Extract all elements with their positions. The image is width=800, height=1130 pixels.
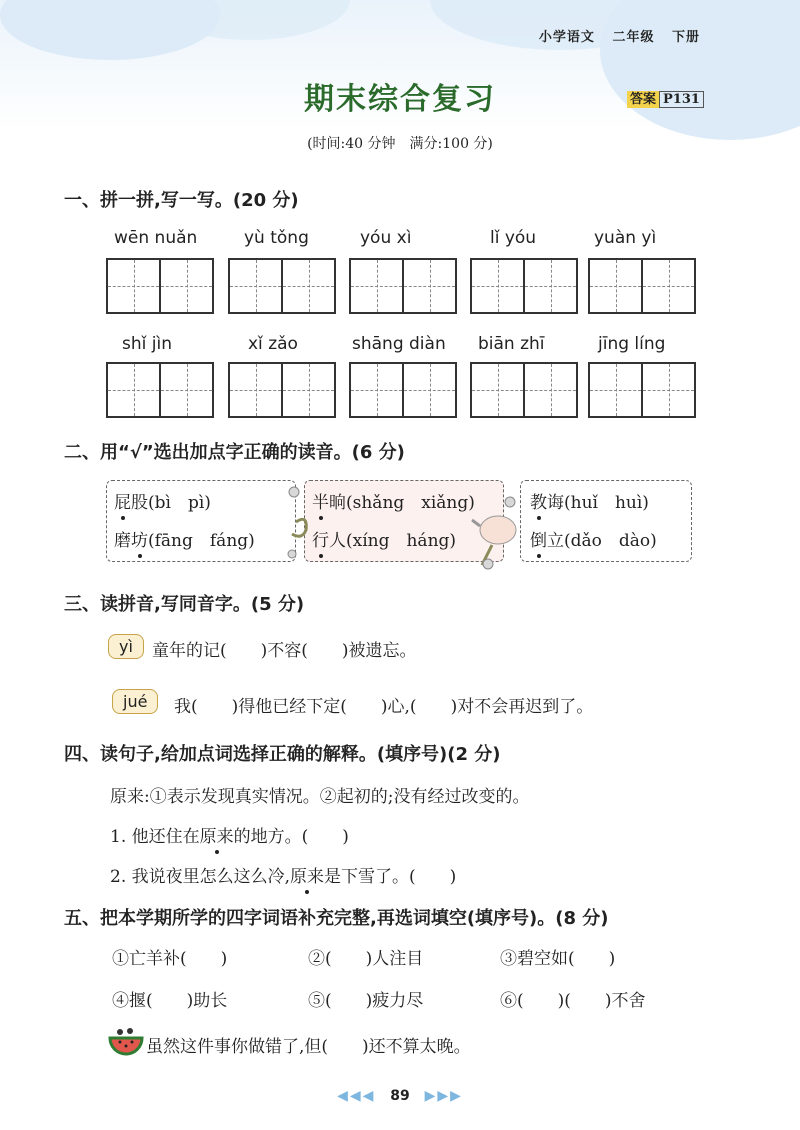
choice-item: 屁股(bì pì) — [114, 493, 211, 513]
pinyin-4: lǐ yóu — [490, 228, 537, 248]
fill-sentence-2: 我( )得他已经下定( )心,( )对不会再迟到了。 — [174, 697, 594, 717]
choice-item: 教诲(huǐ huì) — [530, 493, 649, 513]
section-3-title: 三、读拼音,写同音字。(5 分) — [64, 594, 305, 615]
exam-info: (时间:40 分钟 满分:100 分) — [307, 136, 493, 152]
writing-grid[interactable] — [228, 362, 336, 418]
pinyin-tag: yì — [108, 634, 144, 659]
writing-grid[interactable] — [349, 258, 457, 314]
right-arrows-icon: ▶▶▶ — [424, 1088, 463, 1104]
pinyin-6: shǐ jìn — [122, 334, 172, 354]
pinyin-1: wēn nuǎn — [114, 228, 198, 248]
definition-text: 原来:①表示发现真实情况。②起初的;没有经过改变的。 — [110, 787, 530, 807]
fill-sentence-1: 童年的记( )不容( )被遗忘。 — [152, 641, 417, 661]
section-2-title: 二、用“√”选出加点字正确的读音。(6 分) — [64, 442, 405, 463]
idiom-3: ③碧空如( ) — [500, 949, 616, 969]
writing-grid[interactable] — [106, 362, 214, 418]
writing-grid[interactable] — [588, 258, 696, 314]
idiom-6: ⑥( )( )不舍 — [500, 991, 646, 1011]
section-4-title: 四、读句子,给加点词选择正确的解释。(填序号)(2 分) — [64, 744, 501, 765]
swirl-decoration-icon — [282, 484, 312, 564]
idiom-1: ①亡羊补( ) — [112, 949, 228, 969]
choice-item: 半晌(shǎng xiǎng) — [312, 493, 475, 513]
question-2: 2. 我说夜里怎么这么冷,原来是下雪了。( ) — [110, 867, 457, 887]
question-1: 1. 他还住在原来的地方。( ) — [110, 827, 349, 847]
writing-grid[interactable] — [588, 362, 696, 418]
pinyin-10: jīng líng — [598, 334, 666, 354]
page-title: 期末综合复习 — [304, 82, 496, 117]
choice-item: 倒立(dǎo dào) — [530, 531, 657, 551]
teapot-decoration-icon — [470, 490, 530, 570]
pinyin-9: biān zhī — [478, 334, 545, 354]
section-1-title: 一、拼一拼,写一写。(20 分) — [64, 190, 299, 211]
choice-item: 行人(xíng háng) — [312, 531, 457, 551]
choice-item: 磨坊(fāng fáng) — [114, 531, 255, 551]
idiom-2: ②( )人注目 — [308, 949, 424, 969]
book-header — [527, 26, 700, 45]
writing-grid[interactable] — [349, 362, 457, 418]
writing-grid[interactable] — [470, 362, 578, 418]
answer-reference — [627, 88, 704, 107]
page-footer — [0, 1088, 800, 1104]
subject-label: 小学语文 — [538, 30, 595, 45]
pinyin-3: yóu xì — [360, 228, 412, 248]
fill-sentence-3: 虽然这件事你做错了,但( )还不算太晚。 — [146, 1037, 471, 1057]
pinyin-8: shāng diàn — [352, 334, 446, 354]
idiom-5: ⑤( )疲力尽 — [308, 991, 424, 1011]
left-arrows-icon: ◀◀◀ — [337, 1088, 376, 1104]
answer-label: 答案 — [627, 91, 659, 108]
writing-grid[interactable] — [228, 258, 336, 314]
pinyin-tag: jué — [112, 689, 158, 714]
volume-label: 下册 — [671, 30, 700, 45]
writing-grid[interactable] — [106, 258, 214, 314]
watermelon-icon — [108, 1026, 144, 1056]
pinyin-7: xǐ zǎo — [248, 334, 298, 354]
idiom-4: ④揠( )助长 — [112, 991, 228, 1011]
grade-label: 二年级 — [612, 30, 655, 45]
pinyin-2: yù tǒng — [244, 228, 309, 248]
answer-page: P131 — [659, 91, 704, 108]
writing-grid[interactable] — [470, 258, 578, 314]
section-5-title: 五、把本学期所学的四字词语补充完整,再选词填空(填序号)。(8 分) — [64, 908, 609, 929]
pinyin-5: yuàn yì — [594, 228, 657, 248]
page-number: 89 — [390, 1088, 410, 1104]
